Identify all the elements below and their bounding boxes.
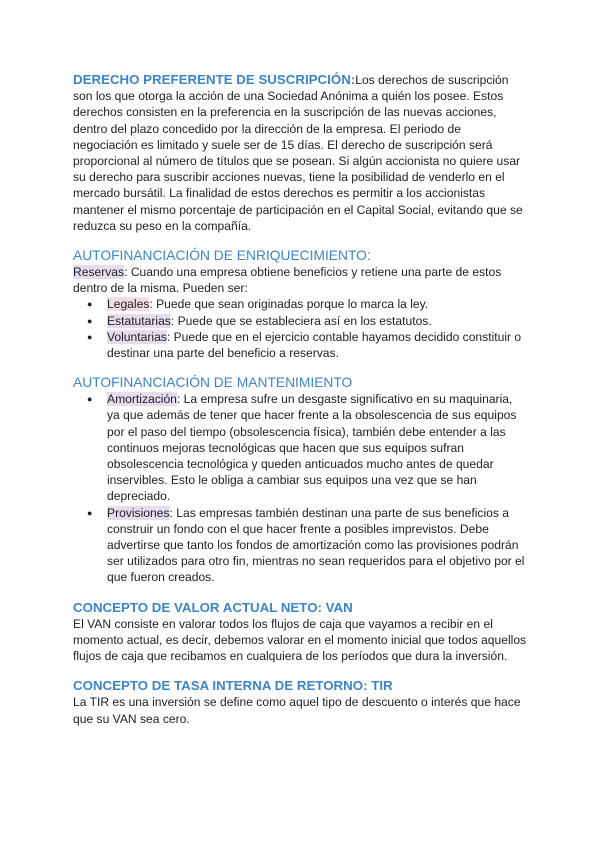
reservas-paragraph [73,264,528,296]
section-mantenimiento [73,374,528,585]
van-title: CONCEPTO DE VALOR ACTUAL NETO: VAN [73,599,353,615]
legales-term: Legales [107,297,150,312]
section-van [73,599,528,665]
amortizacion-term: Amortización [107,392,177,407]
derecho-paragraph [73,71,528,234]
section-enriquecimiento [73,247,528,361]
voluntarias-text: : Puede que en el ejercicio contable hayamos decidido constituir o destinar una parte del beneficio a reservas. [107,329,522,361]
mantenimiento-title: AUTOFINANCIACIÓN DE MANTENIMIENTO [73,375,353,391]
list-item-estatutarias [107,313,528,329]
reservas-list [73,296,528,361]
provisiones-text: : Las empresas también destinan una parte de sus beneficios a construir un fondo con el que hacer frente a posibles imprevistos. Debe advertirse que tanto los fondos de amortización como las provisiones podrán ser utilizados para otro fin, mientras no sean requeridos para el objetivo por el que fueron creados. [107,505,525,585]
reservas-term: Reservas [73,265,125,280]
provisiones-term: Provisiones [107,505,170,520]
reservas-text: : Cuando una empresa obtiene beneficios y retiene una parte de estos dentro de la misma. Pueden ser: [73,265,502,296]
enriquecimiento-title: AUTOFINANCIACIÓN DE ENRIQUECIMIENTO: [73,248,371,264]
section-derecho-preferente [73,71,528,234]
derecho-text: Los derechos de suscripción son los que otorga la acción de una Sociedad Anónima a quién los posee. Estos derechos consisten en la preferencia en la suscripción de las nuevas acciones, dentro del plazo concedido por la dirección de la empresa. El periodo de negociación es limitado y suele ser de 15 días. El derecho de suscripción será proporcional al número de títulos que se posean. Si algún accionista no quiere usar su derecho para suscribir acciones nuevas, tiene la posibilidad de venderlo en el mercado bursátil. La finalidad de estos derechos es permitir a los accionistas mantener el mismo porcentaje de participación en el Capital Social, evitando que se reduzca su peso en la compañía. [73,73,523,233]
legales-text: : Puede que sean originadas porque lo marca la ley. [149,297,429,312]
mantenimiento-list [73,391,528,585]
estatutarias-text: : Puede que se estableciera así en los estatutos. [170,313,432,328]
voluntarias-term: Voluntarias [107,329,167,344]
list-item-amortizacion [107,391,528,504]
list-item-voluntarias [107,329,528,361]
tir-text: La TIR es una inversión se define como aquel tipo de descuento o interés que hace que su VAN sea cero. [73,695,521,726]
van-text: El VAN consiste en valorar todos los flujos de caja que vayamos a recibir en el momento actual, es decir, debemos valorar en el momento inicial que todos aquellos flujos de caja que recibamos en cualquiera de los períodos que dura la inversión. [73,616,527,664]
tir-title: CONCEPTO DE TASA INTERNA DE RETORNO: TIR [73,678,393,694]
list-item-provisiones [107,505,528,586]
derecho-title: DERECHO PREFERENTE DE SUSCRIPCIÓN: [73,72,356,87]
list-item-legales [107,296,528,312]
section-tir [73,677,528,726]
document-page [73,71,528,740]
estatutarias-term: Estatutarias [107,313,171,328]
amortizacion-text: : La empresa sufre un desgaste significativo en su maquinaria, ya que además de tener que hacer frente a la obsolescencia de sus equipos por el paso del tiempo (obsolescencia física), también debe entender a las continuos mejoras tecnológicas que hacen que sus equipos sufran obsolescencia tecnológica y queden anticuados mucho antes de quedar inservibles. Esto le obliga a cambiar sus equipos una vez que se han depreciado. [107,392,517,504]
